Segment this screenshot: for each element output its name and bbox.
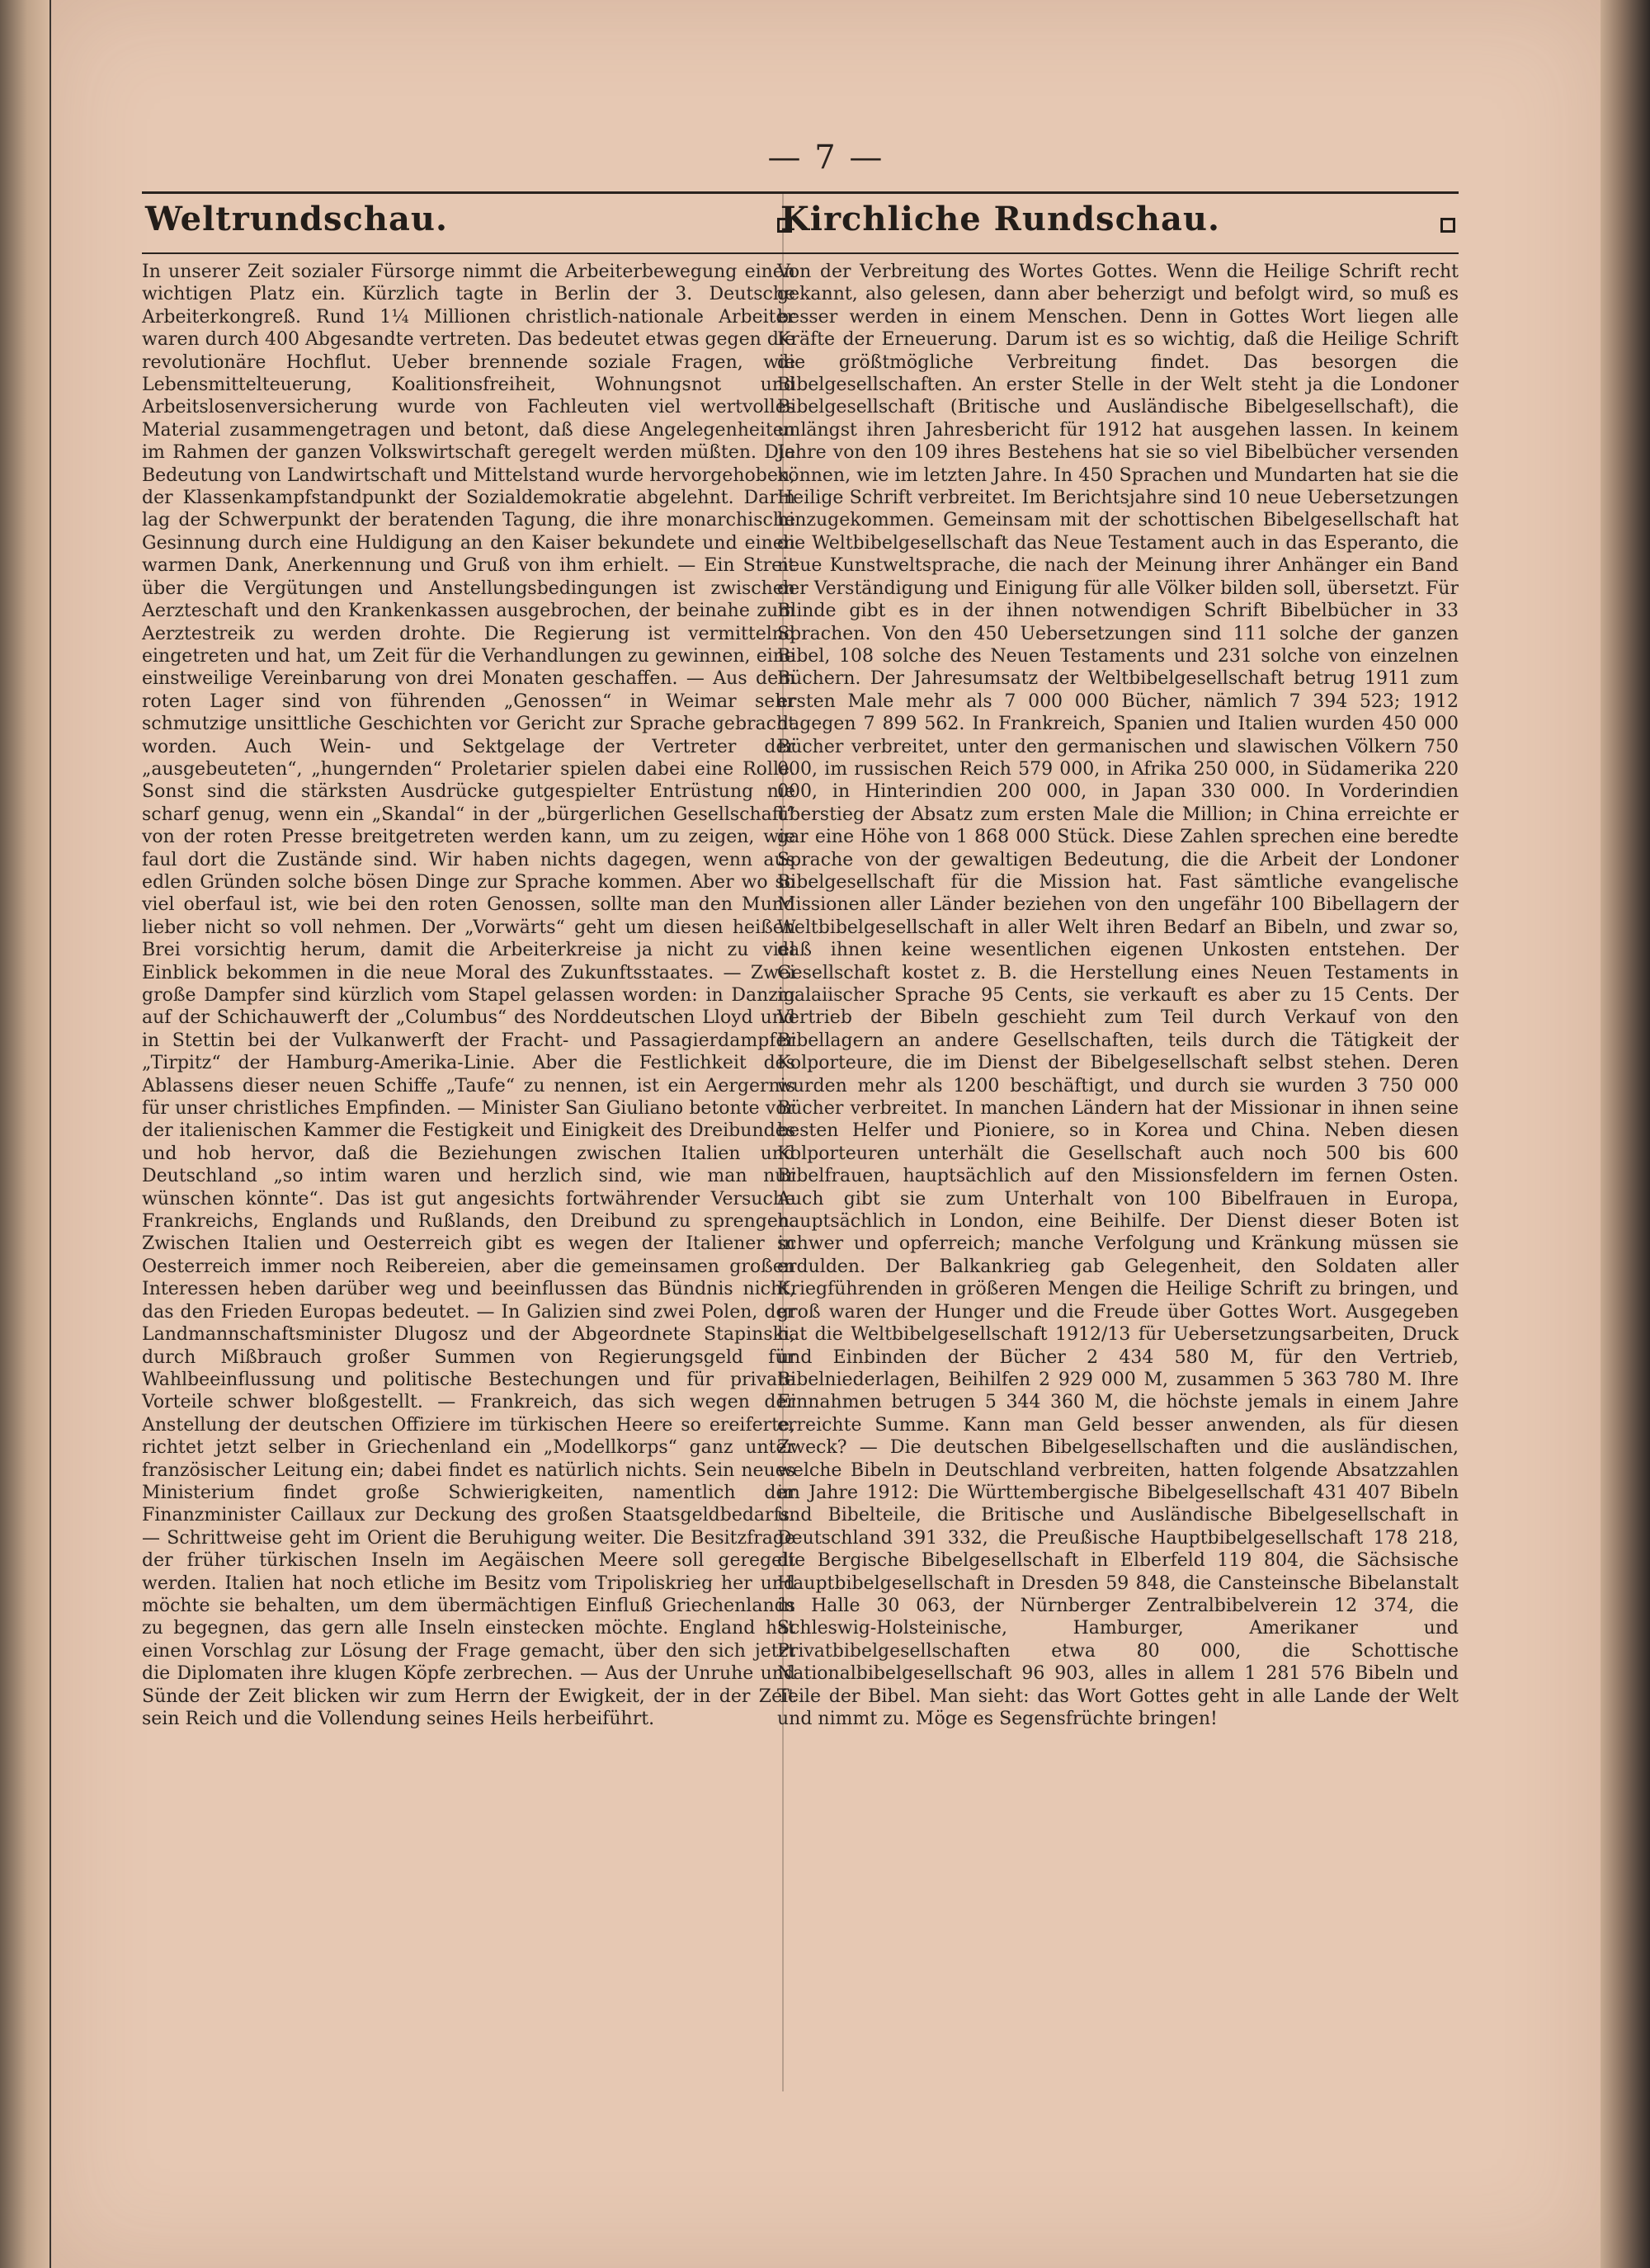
- newspaper-page: [51, 0, 1600, 2268]
- section-header: [777, 191, 1459, 254]
- article-text: In unserer Zeit sozialer Fürsorge nimmt die Arbeiterbewegung einen wichtigen Platz ein. Kürzlich tagte in Berlin der 3. Deutsche Arbeiterkongreß. Rund 1¼ Millionen christlich-nationale Arbeiter waren durch 400 Abgesandte vertreten. Das bedeutet etwas gegen die revolutionäre Hochflut. Ueber brennende soziale Fragen, wie Lebensmittelteuerung, Koalitionsfreiheit, Wohnungsnot und Arbeitslosenversicherung wurde von Fachleuten viel wertvolles Material zusammengetragen und betont, daß diese Angelegenheiten im Rahmen der ganzen Volkswirtschaft geregelt werden müßten. Die Bedeutung von Landwirtschaft und Mittelstand wurde hervorgehoben, der Klassenkampfstandpunkt der Sozialdemokratie abgelehnt. Darin lag der Schwerpunkt der beratenden Tagung, die ihre monarchische Gesinnung durch eine Huldigung an den Kaiser bekundete und einen warmen Dank, Anerkennung und Gruß von ihm erhielt. — Ein Streit über die Vergütungen und Anstellungsbedingungen ist zwischen Aerzteschaft und den Krankenkassen ausgebrochen, der beinahe zum Aerztestreik zu werden drohte. Die Regierung ist vermittelnd eingetreten und hat, um Zeit für die Verhandlungen zu gewinnen, eine einstweilige Vereinbarung von drei Monaten geschaffen. — Aus dem roten Lager sind von führenden „Genossen“ in Weimar sehr schmutzige unsittliche Geschichten vor Gericht zur Sprache gebracht worden. Auch Wein- und Sektgelage der Vertreter der „ausgebeuteten“, „hungernden“ Proletarier spielen dabei eine Rolle. Sonst sind die stärksten Ausdrücke gutgespielter Entrüstung nie scharf genug, wenn ein „Skandal“ in der „bürgerlichen Gesellschaft“ von der roten Presse breitgetreten werden kann, um zu zeigen, wie faul dort die Zustände sind. Wir haben nichts dagegen, wenn aus edlen Gründen solche bösen Dinge zur Sprache kommen. Aber wo so viel oberfaul ist, wie bei den roten Genossen, sollte man den Mund lieber nicht so voll nehmen. Der „Vorwärts“ geht um diesen heißen Brei vorsichtig herum, damit die Arbeiterkreise ja nicht zu viel Einblick bekommen in die neue Moral des Zukunftsstaates. — Zwei große Dampfer sind kürzlich vom Stapel gelassen worden: in Danzig auf der Schichauwerft der „Columbus“ des Norddeutschen Lloyd und in Stettin bei der Vulkanwerft der Fracht- und Passagierdampfer „Tirpitz“ der Hamburg-Amerika-Linie. Aber die Festlichkeit des Ablassens dieser neuen Schiffe „Taufe“ zu nennen, ist ein Aergernis für unser christliches Empfinden. — Minister San Giuliano betonte vor der italienischen Kammer die Festigkeit und Einigkeit des Dreibundes und hob hervor, daß die Beziehungen zwischen Italien und Deutschland „so intim waren und herzlich sind, wie man nur wünschen könnte“. Das ist gut angesichts fortwährender Versuche Frankreichs, Englands und Rußlands, den Dreibund zu sprengen. Zwischen Italien und Oesterreich gibt es wegen der Italiener in Oesterreich immer noch Reibereien, aber die gemeinsamen großen Interessen heben darüber weg und beeinflussen das Bündnis nicht, das den Frieden Europas bedeutet. — In Galizien sind zwei Polen, der Landmannschaftsminister Dlugosz und der Abgeordnete Stapinski, durch Mißbrauch großer Summen von Regierungsgeld für Wahlbeeinflussung und politische Bestechungen und für private Vorteile schwer bloßgestellt. — Frankreich, das sich wegen der Anstellung der deutschen Offiziere im türkischen Heere so ereiferte, richtet jetzt selber in Griechenland ein „Modellkorps“ ganz unter französischer Leitung ein; dabei findet es natürlich nichts. Sein neues Ministerium findet große Schwierigkeiten, namentlich der Finanzminister Caillaux zur Deckung des großen Staatsgeldbedarfs. — Schrittweise geht im Orient die Beruhigung weiter. Die Besitzfrage der früher türkischen Inseln im Aegäischen Meere soll geregelt werden. Italien hat noch etliche im Besitz vom Tripoliskrieg her und möchte sie behalten, um dem übermächtigen Einfluß Griechenlands zu begegnen, das gern alle Inseln einstecken möchte. England hat einen Vorschlag zur Lösung der Frage gemacht, über den sich jetzt die Diplomaten ihre klugen Köpfe zerbrechen. — Aus der Unruhe und Sünde der Zeit blicken wir zum Herrn der Ewigkeit, der in der Zeit sein Reich und die Vollendung seines Heils herbeiführt.: [142, 262, 795, 1729]
- section-title: Kirchliche Rundschau.: [780, 200, 1220, 238]
- square-ornament-icon: [1440, 218, 1455, 233]
- page-edge-shadow: [1600, 0, 1650, 2268]
- article-body: [142, 261, 795, 1730]
- column-weltrundschau: [142, 191, 795, 1730]
- section-header: [142, 191, 795, 254]
- section-title: Weltrundschau.: [145, 200, 448, 238]
- article-text: Von der Verbreitung des Wortes Gottes. Wenn die Heilige Schrift recht gekannt, also gelesen, dann aber beherzigt und befolgt wird, so muß es besser werden in einem Menschen. Denn in Gottes Wort liegen alle Kräfte der Erneuerung. Darum ist es so wichtig, daß die Heilige Schrift die größtmögliche Verbreitung findet. Das besorgen die Bibelgesellschaften. An erster Stelle in der Welt steht ja die Londoner Bibelgesellschaft (Britische und Ausländische Bibelgesellschaft), die unlängst ihren Jahresbericht für 1912 hat ausgehen lassen. In keinem Jahre von den 109 ihres Bestehens hat sie so viel Bibelbücher versenden können, wie im letzten Jahre. In 450 Sprachen und Mundarten hat sie die Heilige Schrift verbreitet. Im Berichtsjahre sind 10 neue Uebersetzungen hinzugekommen. Gemeinsam mit der schottischen Bibelgesellschaft hat die Weltbibelgesellschaft das Neue Testament auch in das Esperanto, die neue Kunstweltsprache, die nach der Meinung ihrer Anhänger ein Band der Verständigung und Einigung für alle Völker bilden soll, übersetzt. Für Blinde gibt es in der ihnen notwendigen Schrift Bibelbücher in 33 Sprachen. Von den 450 Uebersetzungen sind 111 solche der ganzen Bibel, 108 solche des Neuen Testaments und 231 solche von einzelnen Büchern. Der Jahresumsatz der Weltbibelgesellschaft betrug 1911 zum ersten Male mehr als 7 000 000 Bücher, nämlich 7 394 523; 1912 dagegen 7 899 562. In Frankreich, Spanien und Italien wurden 450 000 Bücher verbreitet, unter den germanischen und slawischen Völkern 750 000, im russischen Reich 579 000, in Afrika 250 000, in Südamerika 220 000, in Hinterindien 200 000, in Japan 330 000. In Vorderindien überstieg der Absatz zum ersten Male die Million; in China erreichte er gar eine Höhe von 1 868 000 Stück. Diese Zahlen sprechen eine beredte Sprache von der gewaltigen Bedeutung, die die Arbeit der Londoner Bibelgesellschaft für die Mission hat. Fast sämtliche evangelische Missionen aller Länder beziehen von den ungefähr 100 Bibellagern der Weltbibelgesellschaft in aller Welt ihren Bedarf an Bibeln, und zwar so, daß ihnen keine wesentlichen eigenen Unkosten entstehen. Der Gesellschaft kostet z. B. die Herstellung eines Neuen Testaments in malaiischer Sprache 95 Cents, sie verkauft es aber zu 15 Cents. Der Vertrieb der Bibeln geschieht zum Teil durch Verkauf von den Bibellagern an andere Gesellschaften, teils durch die Tätigkeit der Kolporteure, die im Dienst der Bibelgesellschaft selbst stehen. Deren wurden mehr als 1200 beschäftigt, und durch sie wurden 3 750 000 Bücher verbreitet. In manchen Ländern hat der Missionar in ihnen seine besten Helfer und Pioniere, so in Korea und China. Neben diesen Kolporteuren unterhält die Gesellschaft auch noch 500 bis 600 Bibelfrauen, hauptsächlich auf den Missionsfeldern im fernen Osten. Auch gibt sie zum Unterhalt von 100 Bibelfrauen in Europa, hauptsächlich in London, eine Beihilfe. Der Dienst dieser Boten ist schwer und opferreich; manche Verfolgung und Kränkung müssen sie erdulden. Der Balkankrieg gab Gelegenheit, den Soldaten aller Kriegführenden in größeren Mengen die Heilige Schrift zu bringen, und groß waren der Hunger und die Freude über Gottes Wort. Ausgegeben hat die Weltbibelgesellschaft 1912/13 für Uebersetzungsarbeiten, Druck und Einbinden der Bücher 2 434 580 M, für den Vertrieb, Bibelniederlagen, Beihilfen 2 929 000 M, zusammen 5 363 780 M. Ihre Einnahmen betrugen 5 344 360 M, die höchste jemals in einem Jahre erreichte Summe. Kann man Geld besser anwenden, als für diesen Zweck? — Die deutschen Bibelgesellschaften und die ausländischen, welche Bibeln in Deutschland verbreiten, hatten folgende Absatzzahlen im Jahre 1912: Die Württembergische Bibelgesellschaft 431 407 Bibeln und Bibelteile, die Britische und Ausländische Bibelgesellschaft in Deutschland 391 332, die Preußische Hauptbibelgesellschaft 178 218, die Bergische Bibelgesellschaft in Elberfeld 119 804, die Sächsische Hauptbibelgesellschaft in Dresden 59 848, die Cansteinsche Bibelanstalt in Halle 30 063, der Nürnberger Zentralbibelverein 12 374, die Schleswig-Holsteinische, Hamburger, Amerikaner und Privatbibelgesellschaften etwa 80 000, die Schottische Nationalbibelgesellschaft 96 903, alles in allem 1 281 576 Bibeln und Teile der Bibel. Man sieht: das Wort Gottes geht in alle Lande der Welt und nimmt zu. Möge es Segensfrüchte bringen!: [777, 262, 1459, 1729]
- page-number: — 7 —: [767, 139, 884, 177]
- column-kirchliche-rundschau: [777, 191, 1459, 1730]
- article-body: [777, 261, 1459, 1730]
- facing-page-edge: [0, 0, 50, 2268]
